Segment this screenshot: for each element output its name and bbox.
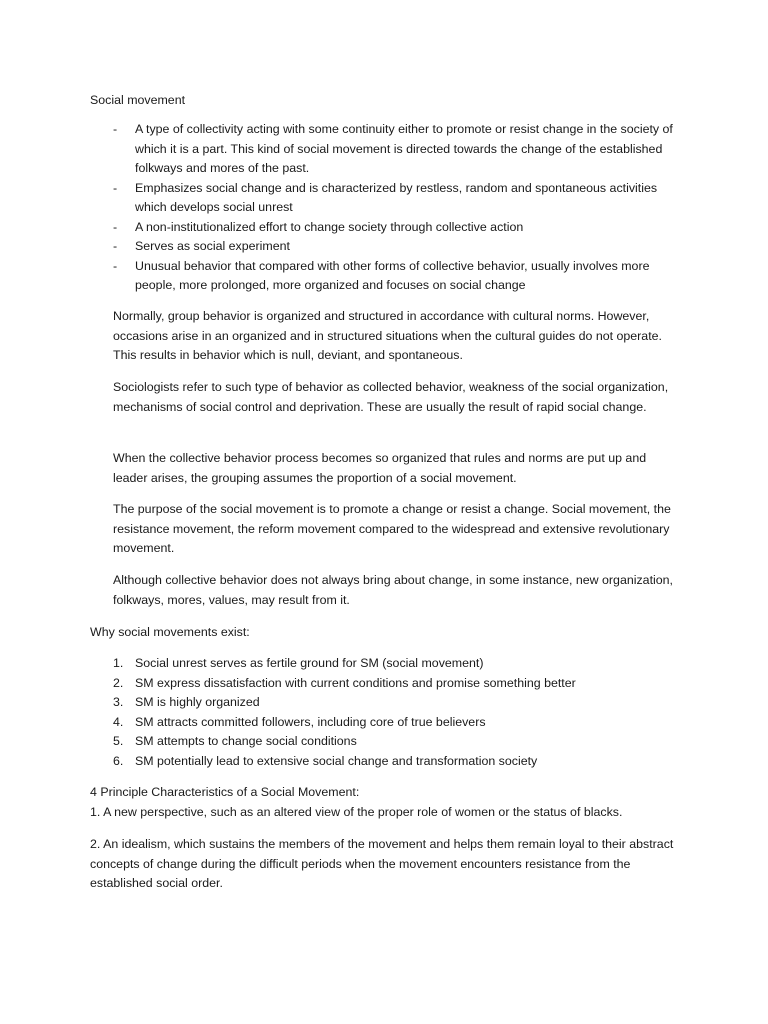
why-heading: Why social movements exist: xyxy=(90,625,250,639)
characteristics-heading: 4 Principle Characteristics of a Social Movement: xyxy=(90,785,360,799)
list-item-text: Serves as social experiment xyxy=(135,239,290,253)
list-item-text: A type of collectivity acting with some continuity either to promote or resist change in the society of which it is a part. This kind of social movement is directed towards the change of the established folkways and mores of the past. xyxy=(135,122,673,175)
list-item-text: SM attracts committed followers, including core of true believers xyxy=(135,714,486,729)
dash-bullet: - xyxy=(113,258,118,273)
characteristic-1: 1. A new perspective, such as an altered view of the proper role of women or the status of blacks. xyxy=(90,805,623,819)
list-item xyxy=(90,693,680,713)
list-item-text: Unusual behavior that compared with other forms of collective behavior, usually involves more people, more prolonged, more organized and focuses on social change xyxy=(135,258,650,292)
item-number: 4. xyxy=(113,714,124,729)
paragraph-group-behavior: Normally, group behavior is organized and structured in accordance with cultural norms. However, occasions arise in an organized and in structured situations when the cultural guides do not operate. This results in behavior which is null, deviant, and spontaneous. xyxy=(113,309,662,362)
list-item xyxy=(90,752,680,772)
dash-bullet: - xyxy=(113,219,118,234)
list-item-text: SM attempts to change social conditions xyxy=(135,734,357,748)
list-item-text: SM potentially lead to extensive social change and transformation society xyxy=(135,753,538,768)
list-item xyxy=(90,179,680,218)
definition-list xyxy=(90,120,680,296)
paragraph-collective-process: When the collective behavior process becomes so organized that rules and norms are put up and leader arises, the grouping assumes the proportion of a social movement. xyxy=(113,451,647,485)
item-number: 2. xyxy=(113,675,124,690)
item-number: 1. xyxy=(113,656,124,670)
item-number: 6. xyxy=(113,753,124,768)
list-item xyxy=(90,713,680,733)
reasons-list xyxy=(90,654,680,771)
list-item xyxy=(90,674,680,694)
list-item xyxy=(90,218,680,238)
list-item-text: A non-institutionalized effort to change society through collective action xyxy=(135,219,524,234)
list-item xyxy=(90,257,680,296)
list-item xyxy=(90,732,680,752)
dash-bullet: - xyxy=(113,239,118,253)
dash-bullet: - xyxy=(113,122,118,136)
paragraph-purpose: The purpose of the social movement is to promote a change or resist a change. Social movement, the resistance movement, the reform movement compared to the widespread and extensive revolutionary movement. xyxy=(113,502,671,555)
list-item-text: Social unrest serves as fertile ground for SM (social movement) xyxy=(135,656,484,670)
paragraph-collective-change: Although collective behavior does not always bring about change, in some instance, new organization, folkways, mores, values, may result from it. xyxy=(113,573,673,607)
list-item-text: SM is highly organized xyxy=(135,695,260,709)
list-item xyxy=(90,237,680,257)
item-number: 3. xyxy=(113,695,124,709)
characteristic-2: 2. An idealism, which sustains the members of the movement and helps them remain loyal to their abstract concepts of change during the difficult periods when the movement encounters resistance from the established social order. xyxy=(90,837,674,890)
dash-bullet: - xyxy=(113,180,118,195)
list-item-text: Emphasizes social change and is characterized by restless, random and spontaneous activities which develops social unrest xyxy=(135,180,658,214)
item-number: 5. xyxy=(113,734,124,748)
list-item-text: SM express dissatisfaction with current conditions and promise something better xyxy=(135,675,576,690)
paragraph-sociologists: Sociologists refer to such type of behavior as collected behavior, weakness of the social organization, mechanisms of social control and deprivation. These are usually the result of rapid social change. xyxy=(113,380,669,414)
list-item xyxy=(90,120,680,179)
list-item xyxy=(90,654,680,674)
document-heading: Social movement xyxy=(90,93,186,107)
